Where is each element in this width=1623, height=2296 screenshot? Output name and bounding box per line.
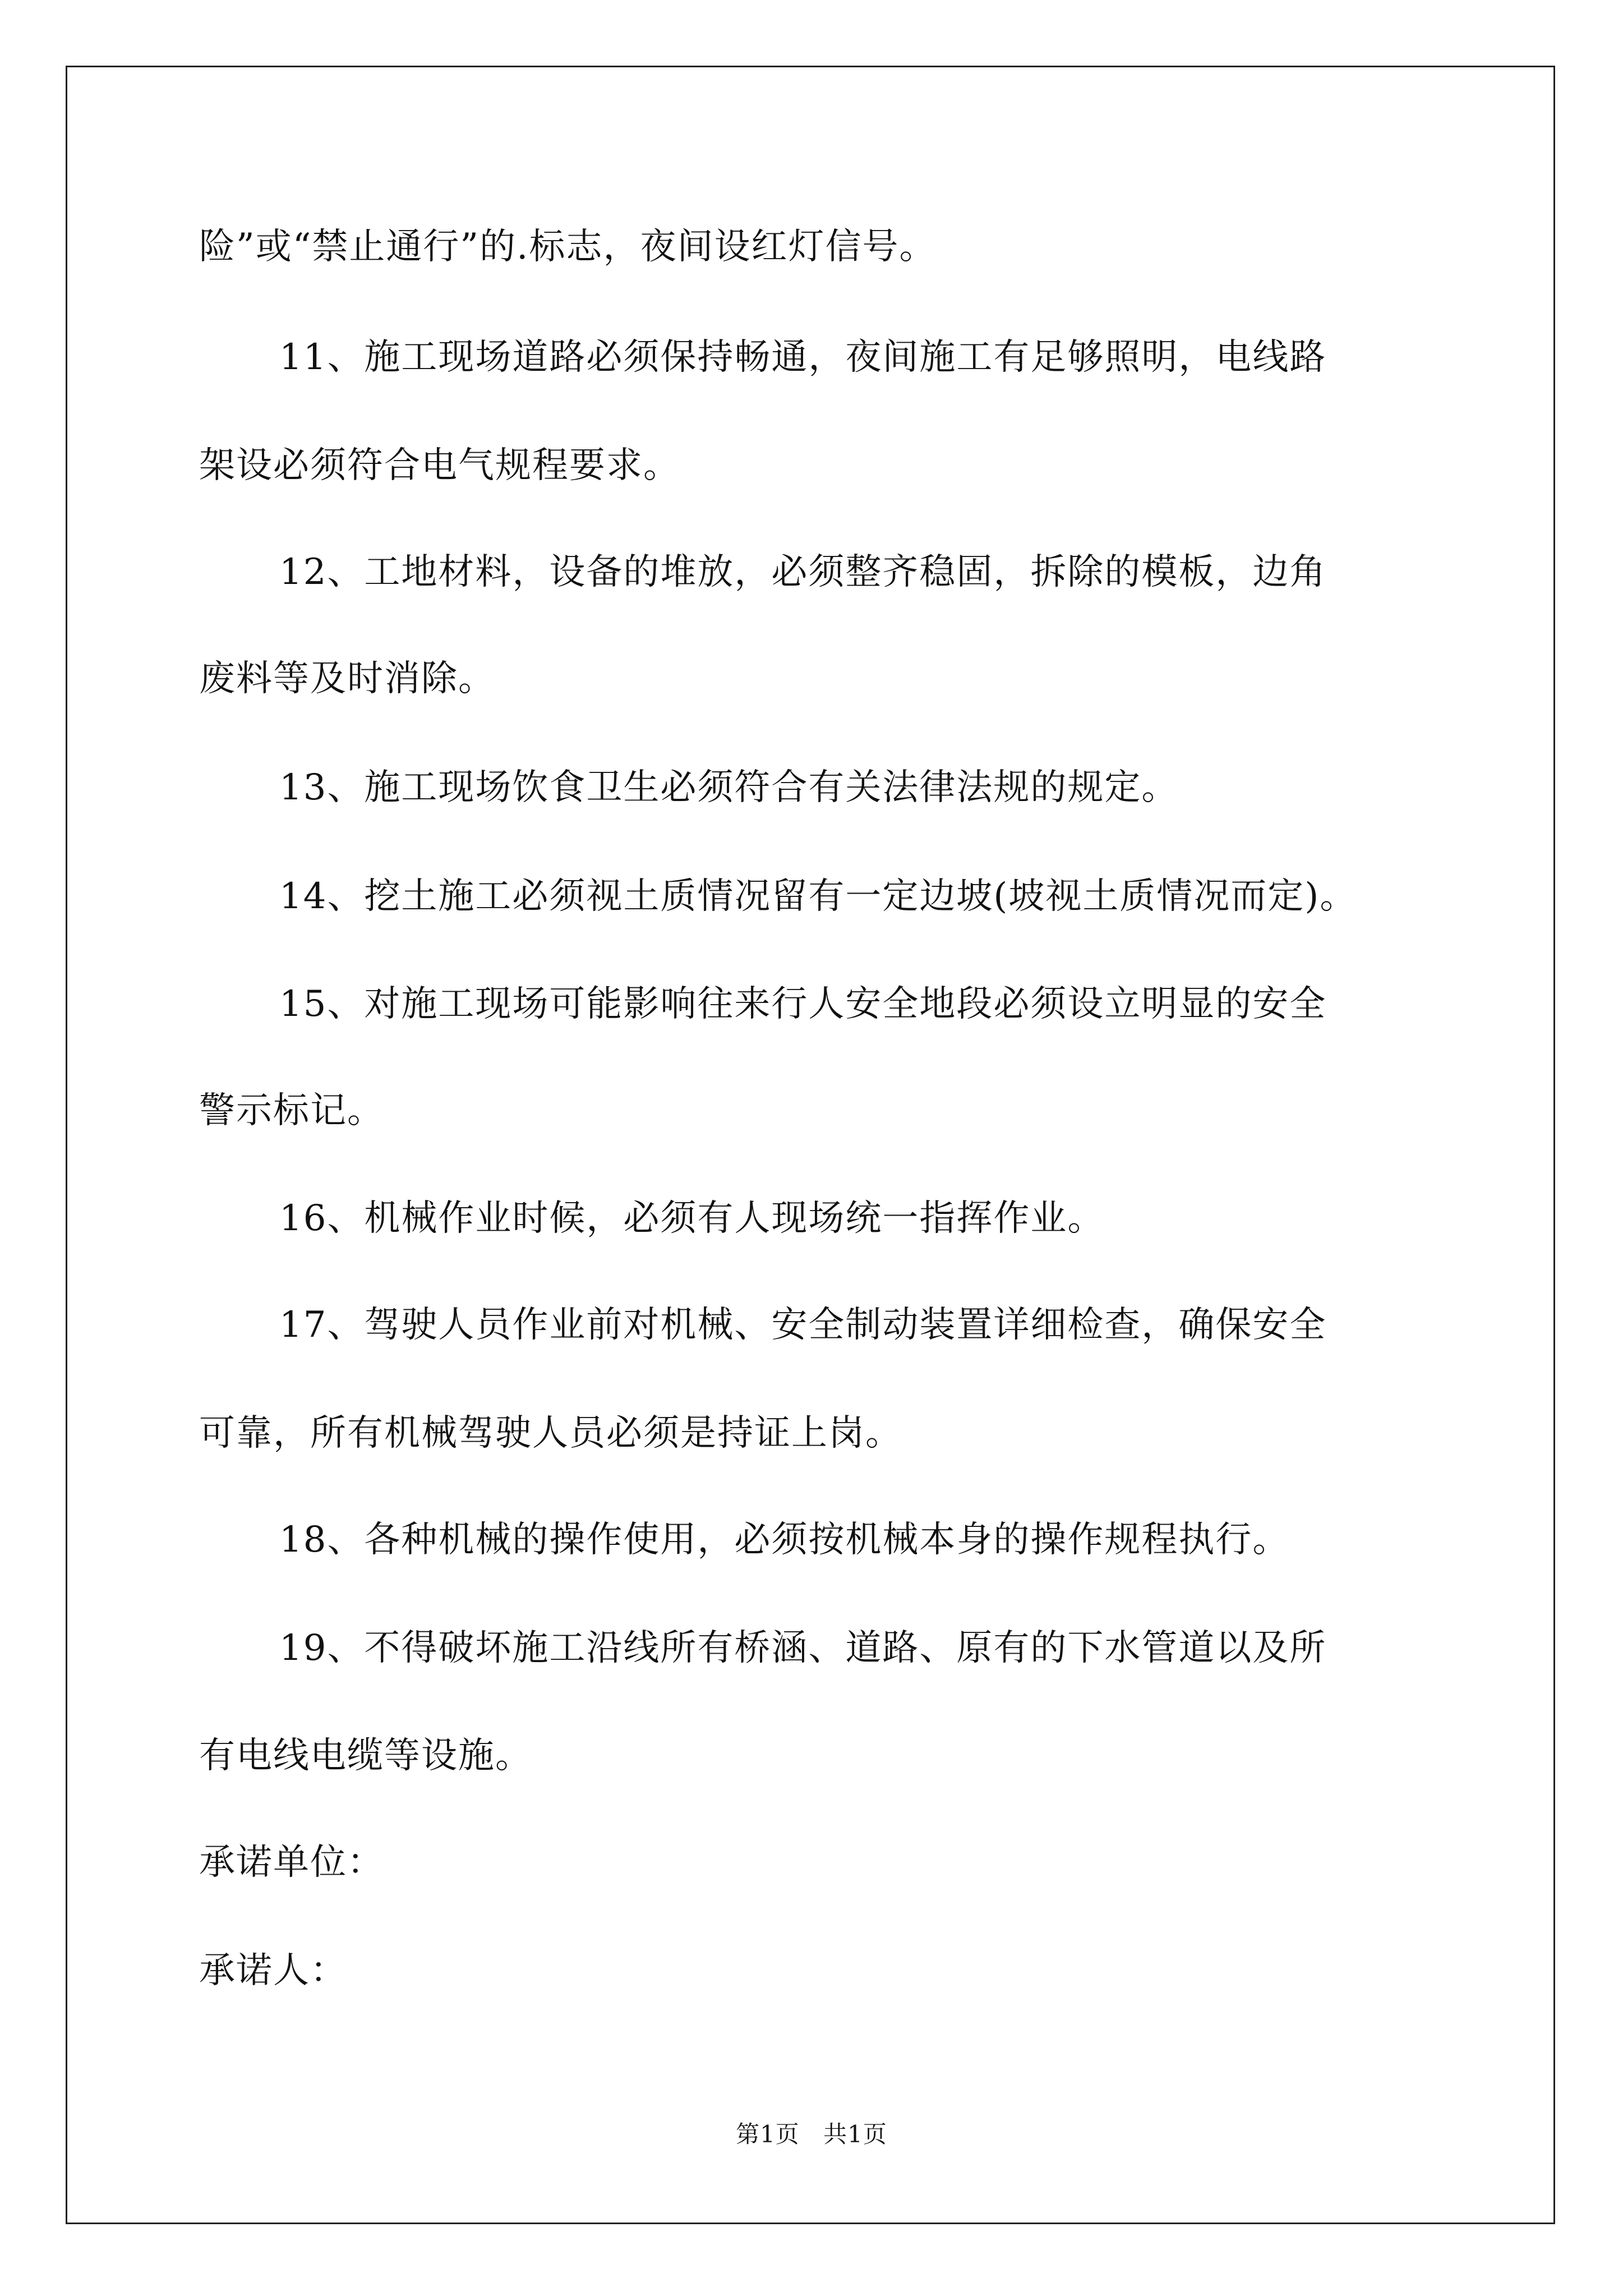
text-line: 13、施工现场饮食卫生必须符合有关法律法规的规定。: [279, 767, 1179, 808]
page-number: 第1页: [736, 2120, 800, 2148]
text-line: 警示标记。: [199, 1090, 384, 1131]
text-line: 19、不得破坏施工沿线所有桥涵、道路、原有的下水管道以及所: [279, 1627, 1327, 1669]
text-line: 14、挖土施工必须视土质情况留有一定边坡(坡视土质情况而定)。: [279, 876, 1357, 917]
text-line: 有电线电缆等设施。: [199, 1735, 532, 1777]
text-line: 18、各种机械的操作使用，必须按机械本身的操作规程执行。: [279, 1519, 1290, 1561]
signatory-label: 承诺人：: [199, 1950, 347, 1991]
text-line: 可靠，所有机械驾驶人员必须是持证上岗。: [199, 1412, 902, 1454]
text-line: 16、机械作业时候，必须有人现场统一指挥作业。: [279, 1198, 1105, 1239]
text-line: 11、施工现场道路必须保持畅通，夜间施工有足够照明，电线路: [279, 337, 1327, 378]
text-line: 险”或“禁止通行”的.标志，夜间设红灯信号。: [199, 226, 937, 268]
signing-unit-label: 承诺单位：: [199, 1842, 384, 1883]
page-footer: [0, 2118, 1623, 2151]
page-border: [66, 66, 1555, 2224]
text-line: 架设必须符合电气规程要求。: [199, 445, 680, 486]
text-line: 废料等及时消除。: [199, 658, 495, 700]
page-total: 共1页: [823, 2120, 887, 2148]
text-line: 15、对施工现场可能影响往来行人安全地段必须设立明显的安全: [279, 983, 1327, 1025]
text-line: 17、驾驶人员作业前对机械、安全制动装置详细检查，确保安全: [279, 1304, 1327, 1346]
text-line: 12、工地材料，设备的堆放，必须整齐稳固，拆除的模板，边角: [279, 551, 1327, 593]
